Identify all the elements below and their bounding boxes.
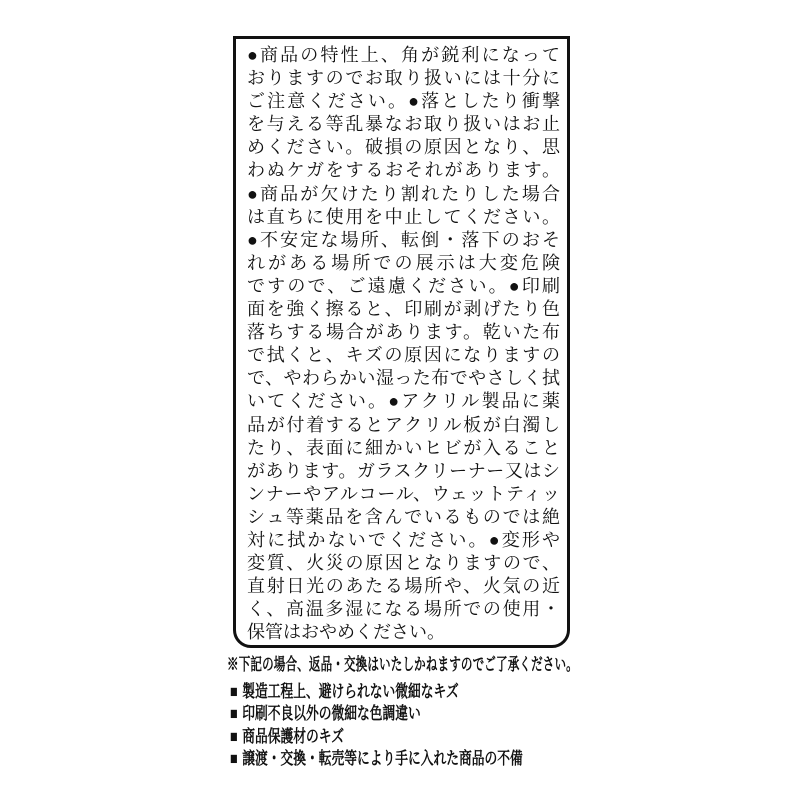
exclusion-label: 製造工程上、避けられない微細なキズ <box>242 682 459 701</box>
square-bullet-icon: ■ <box>230 704 238 724</box>
exclusion-item <box>230 726 523 748</box>
square-bullet-icon: ■ <box>230 726 238 746</box>
warning-line: ●不安定な場所、転倒・落下のおそ <box>247 229 560 250</box>
warning-line: を与える等乱暴なお取り扱いはお止 <box>247 114 560 135</box>
exclusion-item <box>230 681 523 703</box>
exclusion-item <box>230 703 523 725</box>
warning-line: ご注意ください。●落としたり衝撃 <box>247 91 560 112</box>
square-bullet-icon: ■ <box>230 682 238 701</box>
warning-line: 保管はおやめください。 <box>247 622 445 643</box>
warning-line: おりますのでお取り扱いには十分に <box>247 68 560 89</box>
exclusion-label: 譲渡・交換・転売等により手に入れた商品の不備 <box>242 748 523 768</box>
warning-line: めください。破損の原因となり、思 <box>247 137 560 158</box>
warning-line: 変質、火災の原因となりますので、 <box>247 553 560 574</box>
warning-line: ●商品が欠けたり割れたりした場合 <box>247 183 560 204</box>
exclusion-label: 印刷不良以外の微細な色調違い <box>242 704 421 724</box>
warning-line: 品が付着するとアクリル板が白濁し <box>247 414 560 435</box>
exclusion-list <box>230 681 620 770</box>
warning-line: く、高温多湿になる場所での使用・ <box>247 599 560 620</box>
warning-line: たり、表面に細かいヒビが入ること <box>247 437 560 458</box>
return-policy-note: ※下記の場合、返品・交換はいたしかねますのでご了承ください。 <box>227 655 578 674</box>
exclusion-item <box>230 748 523 770</box>
warning-line: れがある場所での展示は大変危険 <box>247 252 560 273</box>
warning-line: 落ちする場合があります。乾いた布 <box>247 322 560 343</box>
warning-line: わぬケガをするおそれがあります。 <box>247 160 560 181</box>
exclusion-label: 商品保護材のキズ <box>242 726 344 746</box>
warning-line: があります。ガラスクリーナー又はシ <box>247 460 560 481</box>
square-bullet-icon: ■ <box>230 748 238 768</box>
warning-line: は直ちに使用を中止してください。 <box>247 206 560 227</box>
warning-line: ンナーやアルコール、ウェットティッ <box>247 483 560 504</box>
warning-text-box <box>233 36 570 648</box>
warning-line: で拭くと、キズの原因になりますの <box>247 345 560 366</box>
warning-line: で、やわらかい湿った布でやさしく拭 <box>247 368 560 389</box>
warning-line: ●商品の特性上、角が鋭利になって <box>247 45 560 65</box>
warning-line: いてください。●アクリル製品に薬 <box>247 391 560 412</box>
warning-line: シュ等薬品を含んでいるものでは絶 <box>247 506 560 527</box>
warning-line: 対に拭かないでください。●変形や <box>247 529 560 550</box>
warning-line: 面を強く擦ると、印刷が剥げたり色 <box>247 299 560 320</box>
warning-line: 直射日光のあたる場所や、火気の近 <box>247 576 560 597</box>
warning-line: ですので、ご遠慮ください。●印刷 <box>247 275 560 296</box>
